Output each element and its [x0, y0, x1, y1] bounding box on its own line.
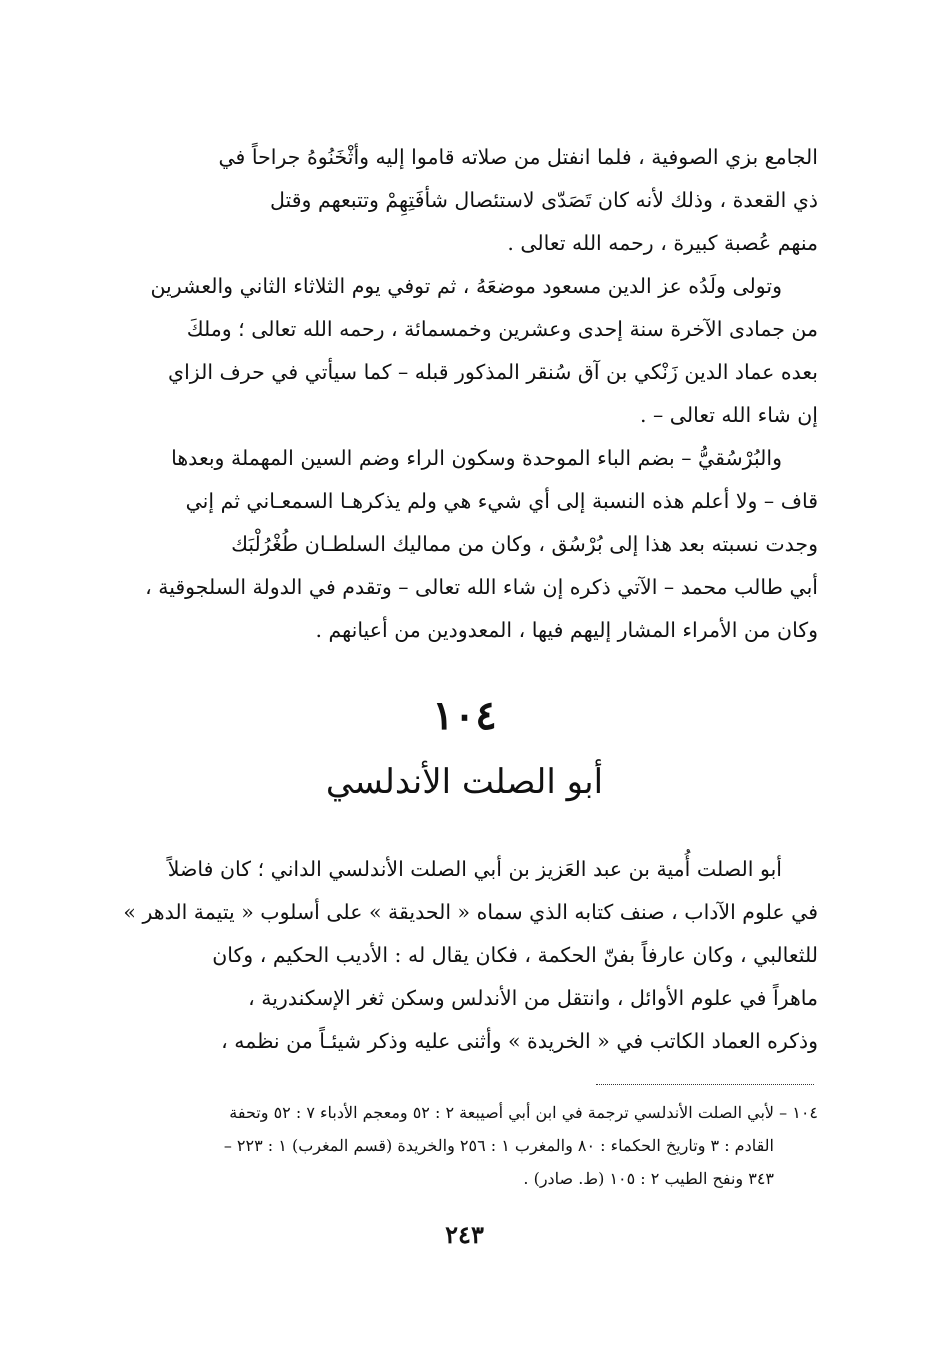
- continued-biography-text: [128, 136, 818, 652]
- text-line: وجدت نسبته بعد هذا إلى بُرْسُق ، وكان من مماليك السلطـان طُغْرُلْبَك: [231, 532, 818, 556]
- text-line: ذي القعدة ، وذلك لأنه كان تَصَدّى لاستئصال شأفَتِهِمْ وتتبعهم وقتل: [270, 188, 818, 212]
- footnote-line: القادم : ٣ وتاريخ الحكماء : ٨٠ والمغرب ١ : ٢٥٦ والخريدة (قسم المغرب) ١ : ٢٢٣ –: [223, 1136, 774, 1155]
- text-line: أبي طالب محمد – الآتي ذكره إن شاء الله تعالى – وتقدم في الدولة السلجوقية ،: [145, 575, 818, 599]
- text-line: والبُرْسُقيُّ – بضم الباء الموحدة وسكون الراء وضم السين المهملة وبعدها: [171, 446, 782, 470]
- footnote-line: ١٠٤ – لأبي الصلت الأندلسي ترجمة في ابن أبي أصيبعة ٢ : ٥٢ ومعجم الأدباء ٧ : ٥٢ وتحفة: [229, 1103, 818, 1122]
- text-line: وكان من الأمراء المشار إليهم فيها ، المعدودين من أعيانهم .: [315, 618, 818, 642]
- text-line: وتولى ولَدُه عز الدين مسعود موضعَهُ ، ثم توفي يوم الثلاثاء الثاني والعشرين: [150, 274, 782, 298]
- text-line: أبو الصلت أُمية بن عبد العَزيز بن أبي الصلت الأندلسي الداني ؛ كان فاضلاً: [167, 857, 782, 881]
- text-line: في علوم الآداب ، صنف كتابه الذي سماه « الحديقة » على أسلوب « يتيمة الدهر »: [123, 900, 818, 924]
- text-line: منهم عُصبة كبيرة ، رحمه الله تعالى .: [507, 231, 818, 255]
- text-line: قاف – ولا أعلم هذه النسبة إلى أي شيء هي ولم يذكرهـا السمعـاني ثم إني: [185, 489, 818, 513]
- footnote: [118, 1096, 818, 1195]
- text-line: وذكره العماد الكاتب في « الخريدة » وأثنى عليه وذكر شيئـاً من نظمه ،: [221, 1029, 818, 1053]
- text-line: ماهراً في علوم الأوائل ، وانتقل من الأندلس وسكن ثغر الإسكندرية ،: [248, 986, 818, 1010]
- entry-number: ١٠٤: [432, 692, 497, 739]
- biography-text: [123, 848, 818, 1063]
- text-line: من جمادى الآخرة سنة إحدى وعشرين وخمسمائة ، رحمه الله تعالى ؛ وملكَ: [186, 317, 818, 341]
- text-line: الجامع بزي الصوفية ، فلما انفتل من صلاته قاموا إليه وأثْخَنُوهُ جراحاً في: [218, 145, 818, 169]
- footnote-divider: [596, 1084, 814, 1085]
- text-line: إن شاء الله تعالى – .: [639, 403, 818, 427]
- text-line: بعده عماد الدين زَنْكي بن آق سُنقر المذكور قبله – كما سيأتي في حرف الزاي: [168, 360, 818, 384]
- footnote-line: ٣٤٣ ونفح الطيب ٢ : ١٠٥ (ط. صادر) .: [523, 1169, 774, 1188]
- text-line: للثعالبي ، وكان عارفاً بفنّ الحكمة ، فكان يقال له : الأديب الحكيم ، وكان: [212, 943, 818, 967]
- entry-title: أبو الصلت الأندلسي: [325, 762, 604, 802]
- page-number: ٢٤٣: [445, 1220, 484, 1249]
